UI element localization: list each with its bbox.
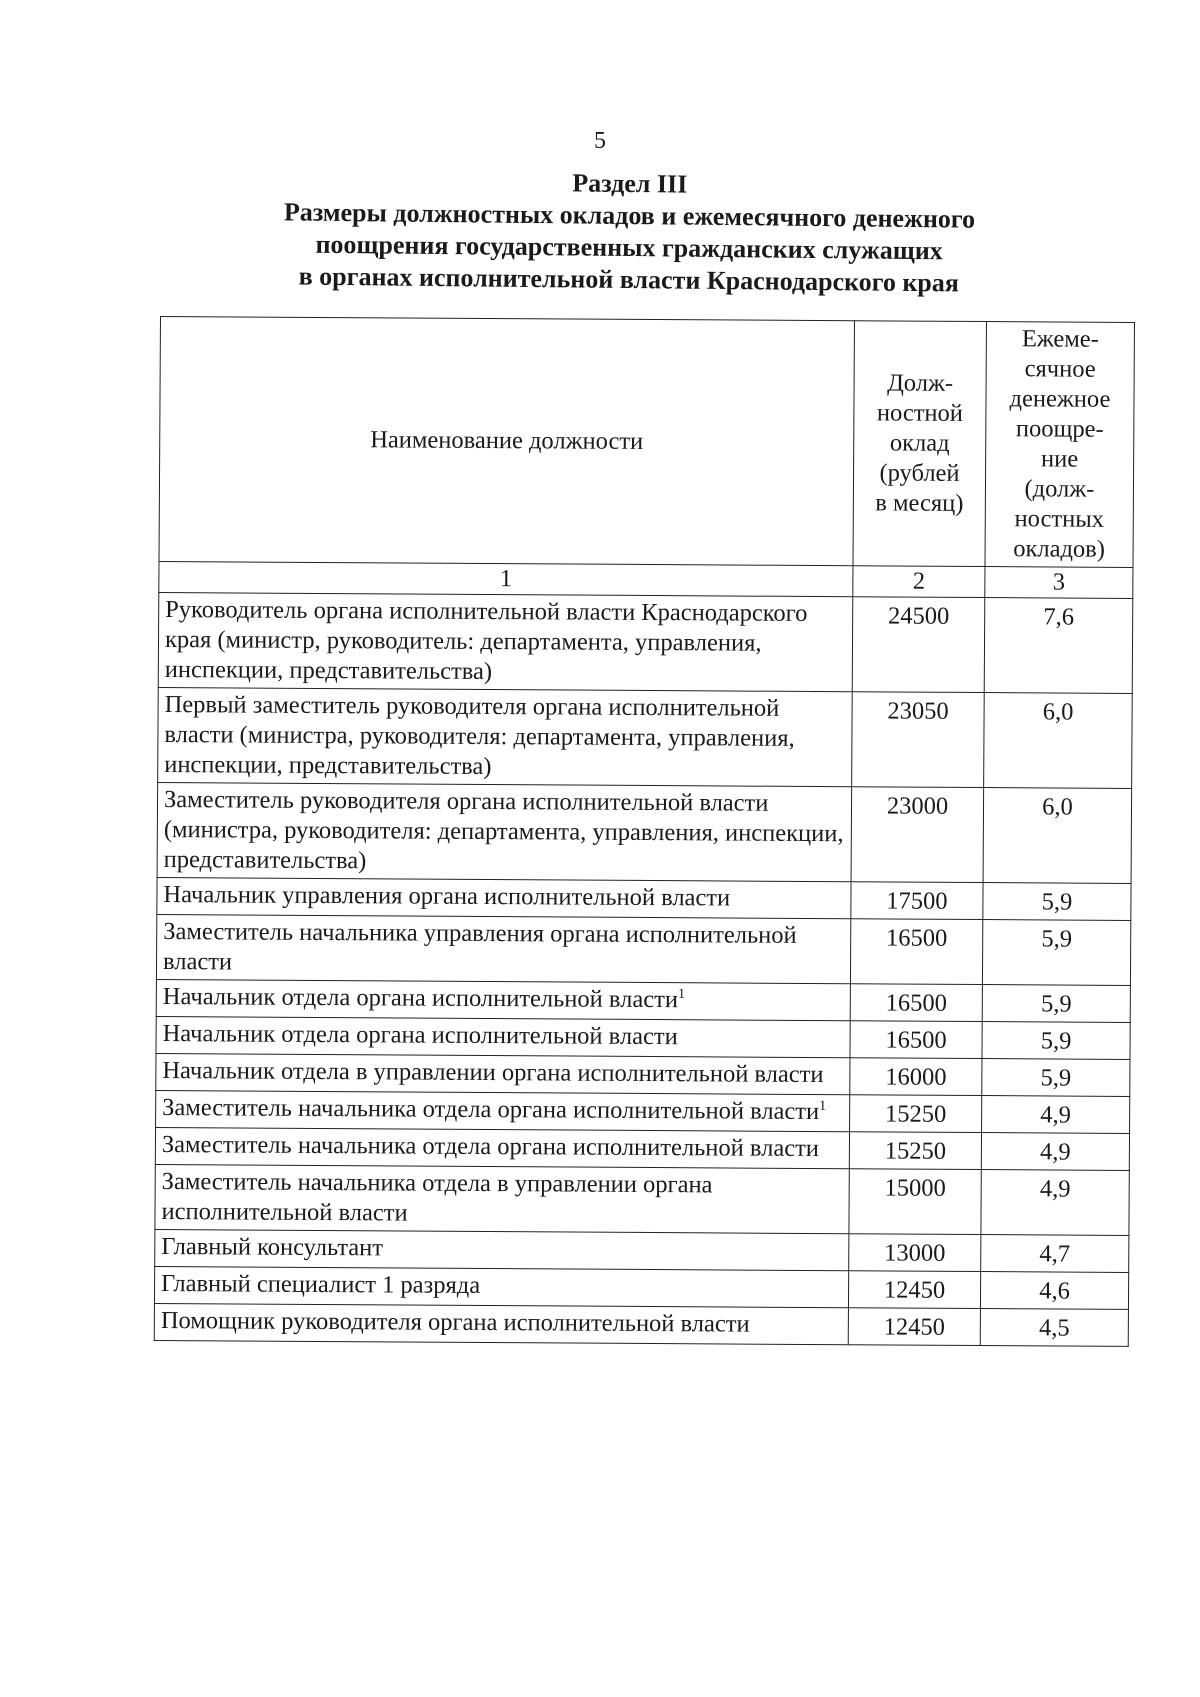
table-row — [156, 979, 1130, 1022]
salary-cell: 12450 — [848, 1308, 980, 1346]
position-name: Главный специалист 1 разряда — [161, 1270, 481, 1299]
bonus-cell: 4,9 — [981, 1170, 1129, 1236]
table-row — [156, 1090, 1130, 1133]
salary-cell: 16500 — [850, 1021, 982, 1059]
table-row — [155, 1164, 1129, 1235]
salary-line: в месяц) — [875, 489, 964, 517]
salary-table-container — [154, 316, 1134, 1347]
salary-cell: 24500 — [852, 597, 985, 693]
position-name: Помощник руководителя органа исполнительной власти — [160, 1307, 750, 1338]
position-name: Заместитель начальника отдела органа исполнительной власти — [162, 1094, 820, 1126]
bonus-line: поощре- — [1015, 415, 1104, 443]
header-position-name: Наименование должности — [159, 317, 854, 566]
footnote-marker: 1 — [819, 1098, 827, 1114]
salary-line: ностной — [876, 399, 964, 427]
salary-cell: 17500 — [851, 882, 983, 920]
column-number-3: 3 — [985, 567, 1133, 599]
position-name-cell — [156, 1090, 850, 1131]
section-title: Раздел III — [572, 168, 688, 199]
column-number-1: 1 — [159, 561, 853, 596]
position-name-cell — [156, 1016, 850, 1057]
bonus-cell: 5,9 — [982, 1059, 1130, 1097]
heading-line-3: в органах исполнительной власти Краснодарского края — [298, 261, 960, 298]
salary-cell: 23000 — [851, 787, 984, 883]
header-bonus — [985, 322, 1134, 568]
table-row — [154, 1266, 1128, 1309]
bonus-cell: 4,6 — [980, 1272, 1128, 1310]
position-name: Первый заместитель руководителя органа исполнительной власти (министра, руководителя: департамента, управления, инспекции, представительства) — [164, 691, 795, 781]
salary-cell: 23050 — [852, 692, 985, 788]
bonus-cell: 4,9 — [981, 1133, 1129, 1171]
table-body — [154, 592, 1133, 1346]
salary-cell: 15250 — [849, 1132, 981, 1170]
bonus-line: (долж- — [1024, 475, 1095, 503]
heading-line-1: Размеры должностных окладов и ежемесячного денежного — [283, 197, 976, 234]
position-name: Начальник отдела в управлении органа исполнительной власти — [162, 1057, 824, 1089]
position-name-cell — [155, 1229, 849, 1270]
bonus-cell: 5,9 — [982, 985, 1130, 1023]
salary-cell: 13000 — [849, 1234, 981, 1272]
bonus-line: Ежеме- — [1021, 325, 1099, 353]
bonus-cell: 5,9 — [983, 883, 1131, 921]
salary-line: (рублей — [879, 459, 960, 487]
position-name: Начальник управления органа исполнительной власти — [163, 881, 731, 912]
position-name-cell — [157, 877, 851, 918]
position-name-cell — [155, 1164, 849, 1233]
salary-line: оклад — [889, 429, 950, 457]
bonus-cell: 4,9 — [982, 1096, 1130, 1134]
salary-cell: 15000 — [849, 1169, 981, 1235]
position-name: Главный консультант — [161, 1233, 384, 1262]
position-name-cell — [154, 1266, 848, 1307]
position-name-cell — [156, 979, 850, 1020]
position-name-cell — [154, 1303, 848, 1344]
bonus-cell: 6,0 — [983, 788, 1132, 884]
salary-line: Долж- — [887, 369, 954, 397]
table-row — [156, 914, 1130, 985]
position-name-cell — [157, 782, 852, 881]
bonus-cell: 4,5 — [980, 1309, 1128, 1347]
header-salary — [853, 321, 986, 567]
column-number-2: 2 — [853, 566, 985, 598]
position-name-cell — [155, 1127, 849, 1168]
table-row — [157, 782, 1132, 883]
bonus-cell: 5,9 — [982, 920, 1130, 986]
table-row — [154, 1303, 1128, 1346]
position-name: Заместитель начальника управления органа исполнительной власти — [162, 918, 797, 976]
position-name: Начальник отдела органа исполнительной власти — [162, 983, 679, 1014]
salary-cell: 16500 — [850, 984, 982, 1022]
position-name: Начальник отдела органа исполнительной власти — [162, 1020, 678, 1051]
table-row — [157, 877, 1131, 920]
bonus-line: денежное — [1009, 385, 1111, 413]
salary-cell: 16000 — [850, 1058, 982, 1096]
bonus-line: ностных — [1014, 505, 1105, 533]
table-header-row — [159, 317, 1134, 568]
salary-cell: 16500 — [850, 919, 982, 985]
bonus-line: ние — [1040, 445, 1079, 473]
heading-line-2: поощрения государственных гражданских служащих — [315, 229, 943, 266]
table-row — [156, 1016, 1130, 1059]
position-name-cell — [158, 592, 853, 691]
table-row — [158, 592, 1133, 693]
bonus-line: окладов) — [1013, 535, 1106, 563]
table-row — [155, 1229, 1129, 1272]
salary-table — [154, 316, 1135, 1347]
position-name: Заместитель руководителя органа исполнительной власти (министра, руководителя: департамента, управления, инспекции, представительства) — [163, 786, 844, 875]
position-name-cell — [158, 687, 853, 786]
page-number: 5 — [594, 128, 606, 154]
bonus-line: сячное — [1024, 355, 1096, 383]
position-name-cell — [156, 1053, 850, 1094]
position-name: Заместитель начальника отдела органа исполнительной власти — [161, 1131, 820, 1163]
salary-cell: 15250 — [850, 1095, 982, 1133]
table-row — [158, 687, 1133, 788]
table-row — [156, 1053, 1130, 1096]
position-name: Руководитель органа исполнительной власти Краснодарского края (министр, руководитель: департамента, управления, инспекции, представительства) — [164, 596, 808, 686]
footnote-marker: 1 — [677, 987, 686, 1003]
section-heading — [249, 164, 1010, 300]
position-name-cell — [156, 914, 850, 983]
position-name: Заместитель начальника отдела в управлении органа исполнительной власти — [161, 1168, 713, 1227]
bonus-cell: 6,0 — [984, 693, 1133, 789]
bonus-cell: 4,7 — [981, 1235, 1129, 1273]
bonus-cell: 5,9 — [982, 1022, 1130, 1060]
bonus-cell: 7,6 — [984, 598, 1133, 694]
salary-cell: 12450 — [848, 1271, 980, 1309]
table-row — [155, 1127, 1129, 1170]
